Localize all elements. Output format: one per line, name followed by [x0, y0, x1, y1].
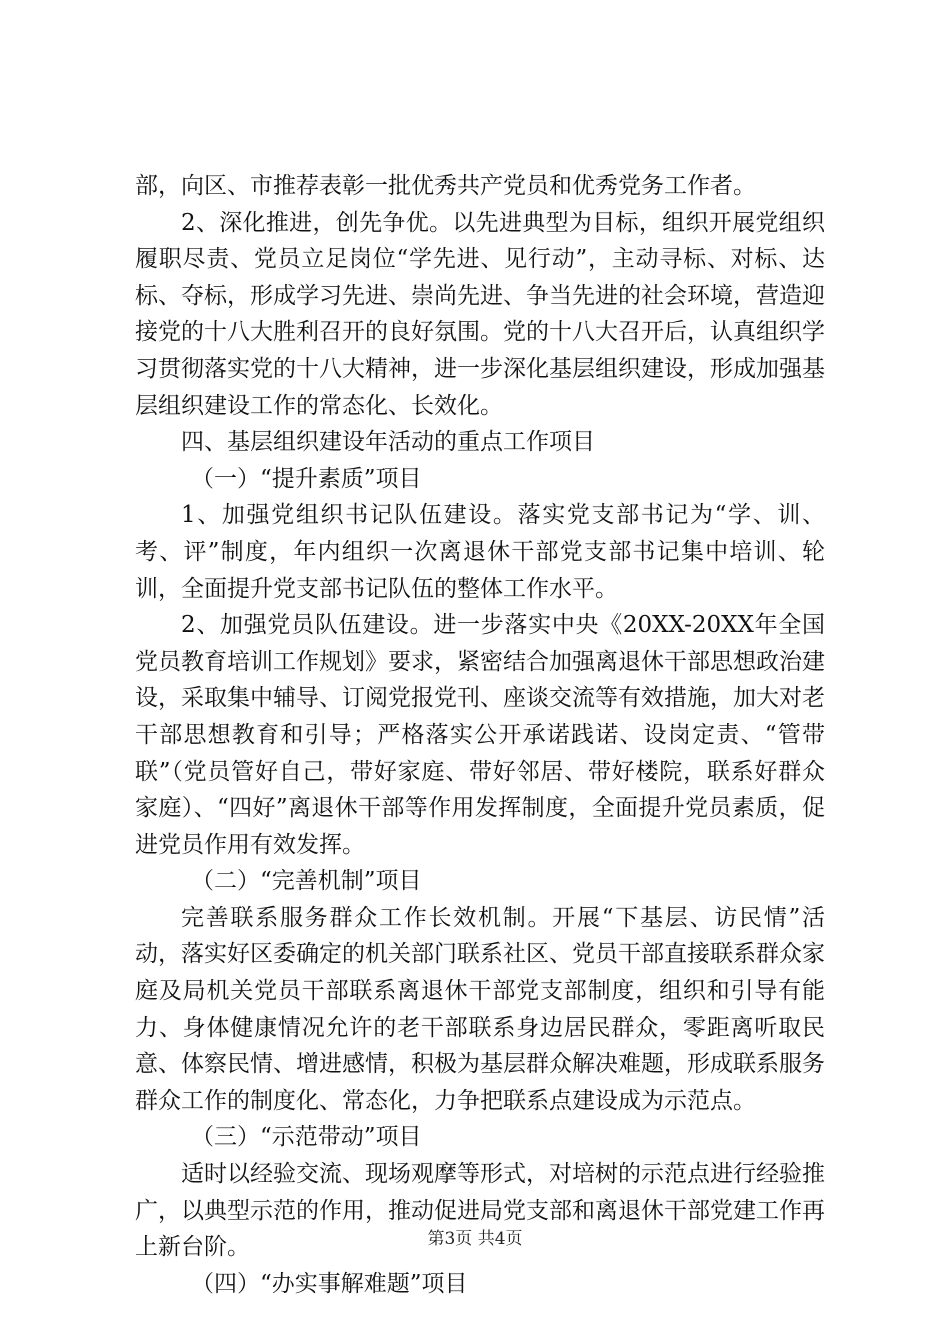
subsection-heading-1: （一）“提升素质”项目	[191, 465, 422, 492]
paragraph-mechanism: 完善联系服务群众工作长效机制。开展“下基层、访民情”活动，落实好区委确定的机关部门联系社区、党员干部直接联系群众家庭及局机关党员干部联系离退休干部党支部制度，组织和引导有能力、身体健康情况允许的老干部联系身边居民群众，零距离听取民意、体察民情、增进感情，积极为基层群众解决难题，形成联系服务群众工作的制度化、常态化，力争把联系点建设成为示范点。	[135, 904, 825, 1114]
paragraph-demonstration: 适时以经验交流、现场观摩等形式，对培树的示范点进行经验推广，以典型示范的作用，推动促进局党支部和离退休干部党建工作再上新台阶。	[135, 1161, 825, 1261]
document-body	[135, 168, 825, 1302]
page-footer: 第3页 共4页	[427, 1229, 523, 1249]
paragraph-deepen-advance: 2、深化推进，创先争优。以先进典型为目标，组织开展党组织履职尽责、党员立足岗位“学先进、见行动”，主动寻标、对标、达标、夺标，形成学习先进、崇尚先进、争当先进的社会环境，营造迎接党的十八大胜利召开的良好氛围。党的十八大召开后，认真组织学习贯彻落实党的十八大精神，进一步深化基层组织建设，形成加强基层组织建设工作的常态化、长效化。	[135, 209, 825, 419]
subsection-heading-4: （四）“办实事解难题”项目	[191, 1270, 468, 1297]
paragraph-secretary-team: 1、加强党组织书记队伍建设。落实党支部书记为“学、训、考、评”制度，年内组织一次离退休干部党支部书记集中培训、轮训，全面提升党支部书记队伍的整体工作水平。	[135, 502, 825, 602]
subsection-heading-2: （二）“完善机制”项目	[191, 868, 422, 895]
section-heading-4: 四、基层组织建设年活动的重点工作项目	[181, 429, 595, 456]
paragraph-continuation: 部，向区、市推荐表彰一批优秀共产党员和优秀党务工作者。	[135, 173, 756, 199]
paragraph-member-team: 2、加强党员队伍建设。进一步落实中央《20XX-20XX年全国党员教育培训工作规划》要求，紧密结合加强离退休干部思想政治建设，采取集中辅导、订阅党报党刊、座谈交流等有效措施，加大对老干部思想教育和引导；严格落实公开承诺践诺、设岗定责、“管带联”（党员管好自己，带好家庭、带好邻居、带好楼院，联系好群众家庭）、“四好”离退休干部等作用发挥制度，全面提升党员素质，促进党员作用有效发挥。	[135, 612, 825, 858]
subsection-heading-3: （三）“示范带动”项目	[191, 1124, 422, 1151]
